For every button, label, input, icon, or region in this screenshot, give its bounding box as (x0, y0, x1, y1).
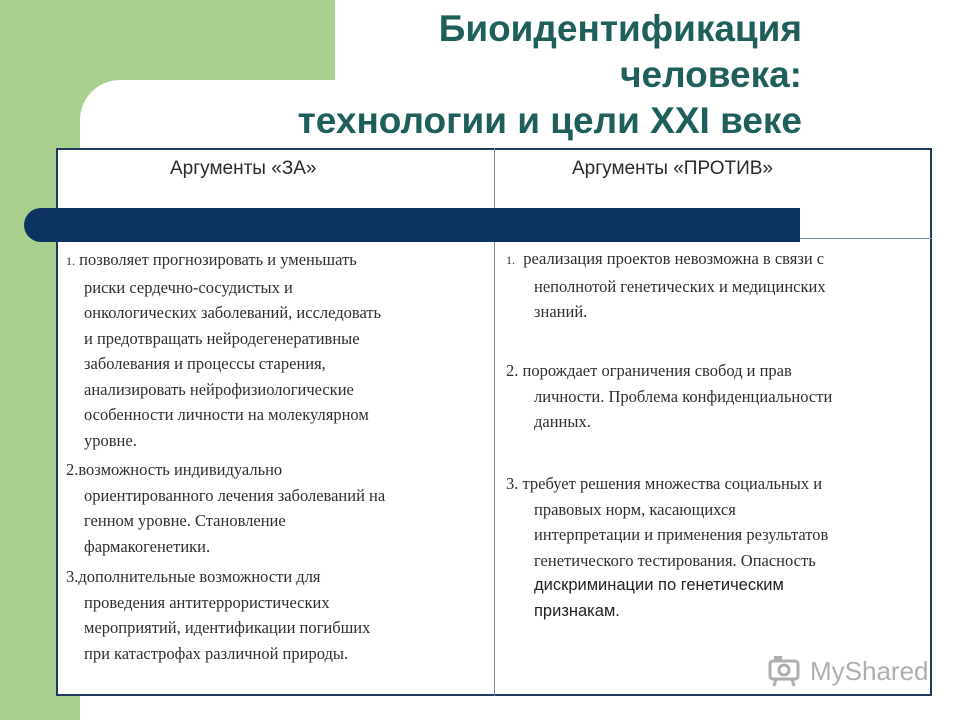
item-line: особенности личности на молекулярном (84, 405, 369, 424)
item-line: проведения антитеррористических (84, 592, 330, 612)
header-arguments-for: Аргументы «ЗА» (170, 158, 317, 179)
item-line: правовых норм, касающихся (534, 499, 736, 519)
item-line: реализация проектов невозможна в связи с (523, 249, 825, 268)
item-line: и предотвращать нейродегенеративные (84, 328, 360, 348)
item-line: онкологических заболеваний, исследовать (84, 303, 382, 322)
item-line: уровне. (84, 430, 137, 450)
item-line: дискриминации по генетическим (534, 576, 784, 594)
item-number: 1. (506, 253, 515, 267)
title-line-3: технологии и цели XXI веке (297, 100, 802, 141)
item-line: интерпретации и применения результатов (534, 525, 829, 544)
myshared-watermark (768, 655, 929, 687)
title-line-1: Биоидентификация (438, 8, 802, 49)
item-line: данных. (534, 412, 591, 431)
item-line: знаний. (534, 302, 588, 321)
item-line: неполнотой генетических и медицинских (534, 276, 826, 296)
item-line: возможность индивидуально (78, 460, 283, 479)
watermark-text: MyShared (810, 655, 929, 686)
item-line: порождает ограничения свобод и прав (522, 361, 792, 380)
item-line: ориентированного лечения заболеваний на (84, 485, 386, 505)
item-number: 3. (506, 474, 519, 493)
slide-title (298, 6, 802, 144)
item-line: риски сердечно-сосудистых и (84, 277, 293, 297)
against-item-1 (506, 246, 826, 325)
for-item-2 (66, 457, 385, 559)
against-item-2 (506, 358, 832, 435)
item-line: позволяет прогнозировать и уменьшать (79, 250, 357, 269)
for-item-3 (66, 564, 370, 666)
item-number: 2. (506, 361, 519, 380)
item-line: генном уровне. Становление (84, 511, 286, 530)
item-line: личности. Проблема конфиденциальности (534, 386, 833, 406)
item-line: дополнительные возможности для (78, 567, 321, 586)
decorative-bar (24, 208, 800, 242)
item-number: 3. (66, 567, 79, 586)
item-line: генетического тестирования. Опасность (534, 550, 816, 570)
title-line-2: человека: (620, 54, 802, 95)
item-number: 1. (66, 254, 75, 268)
header-arguments-against: Аргументы «ПРОТИВ» (572, 158, 773, 179)
item-line: признакам. (534, 601, 620, 620)
item-line: фармакогенетики. (84, 536, 211, 556)
item-line: заболевания и процессы старения, (84, 354, 326, 373)
item-line: мероприятий, идентификации погибших (84, 618, 371, 637)
against-item-3 (506, 471, 828, 624)
item-number: 2. (66, 460, 79, 479)
item-line: анализировать нейрофизиологические (84, 379, 354, 399)
item-line: требует решения множества социальных и (522, 474, 823, 493)
for-item-1 (66, 247, 381, 453)
item-line: при катастрофах различной природы. (84, 643, 349, 663)
projector-icon (768, 655, 804, 687)
